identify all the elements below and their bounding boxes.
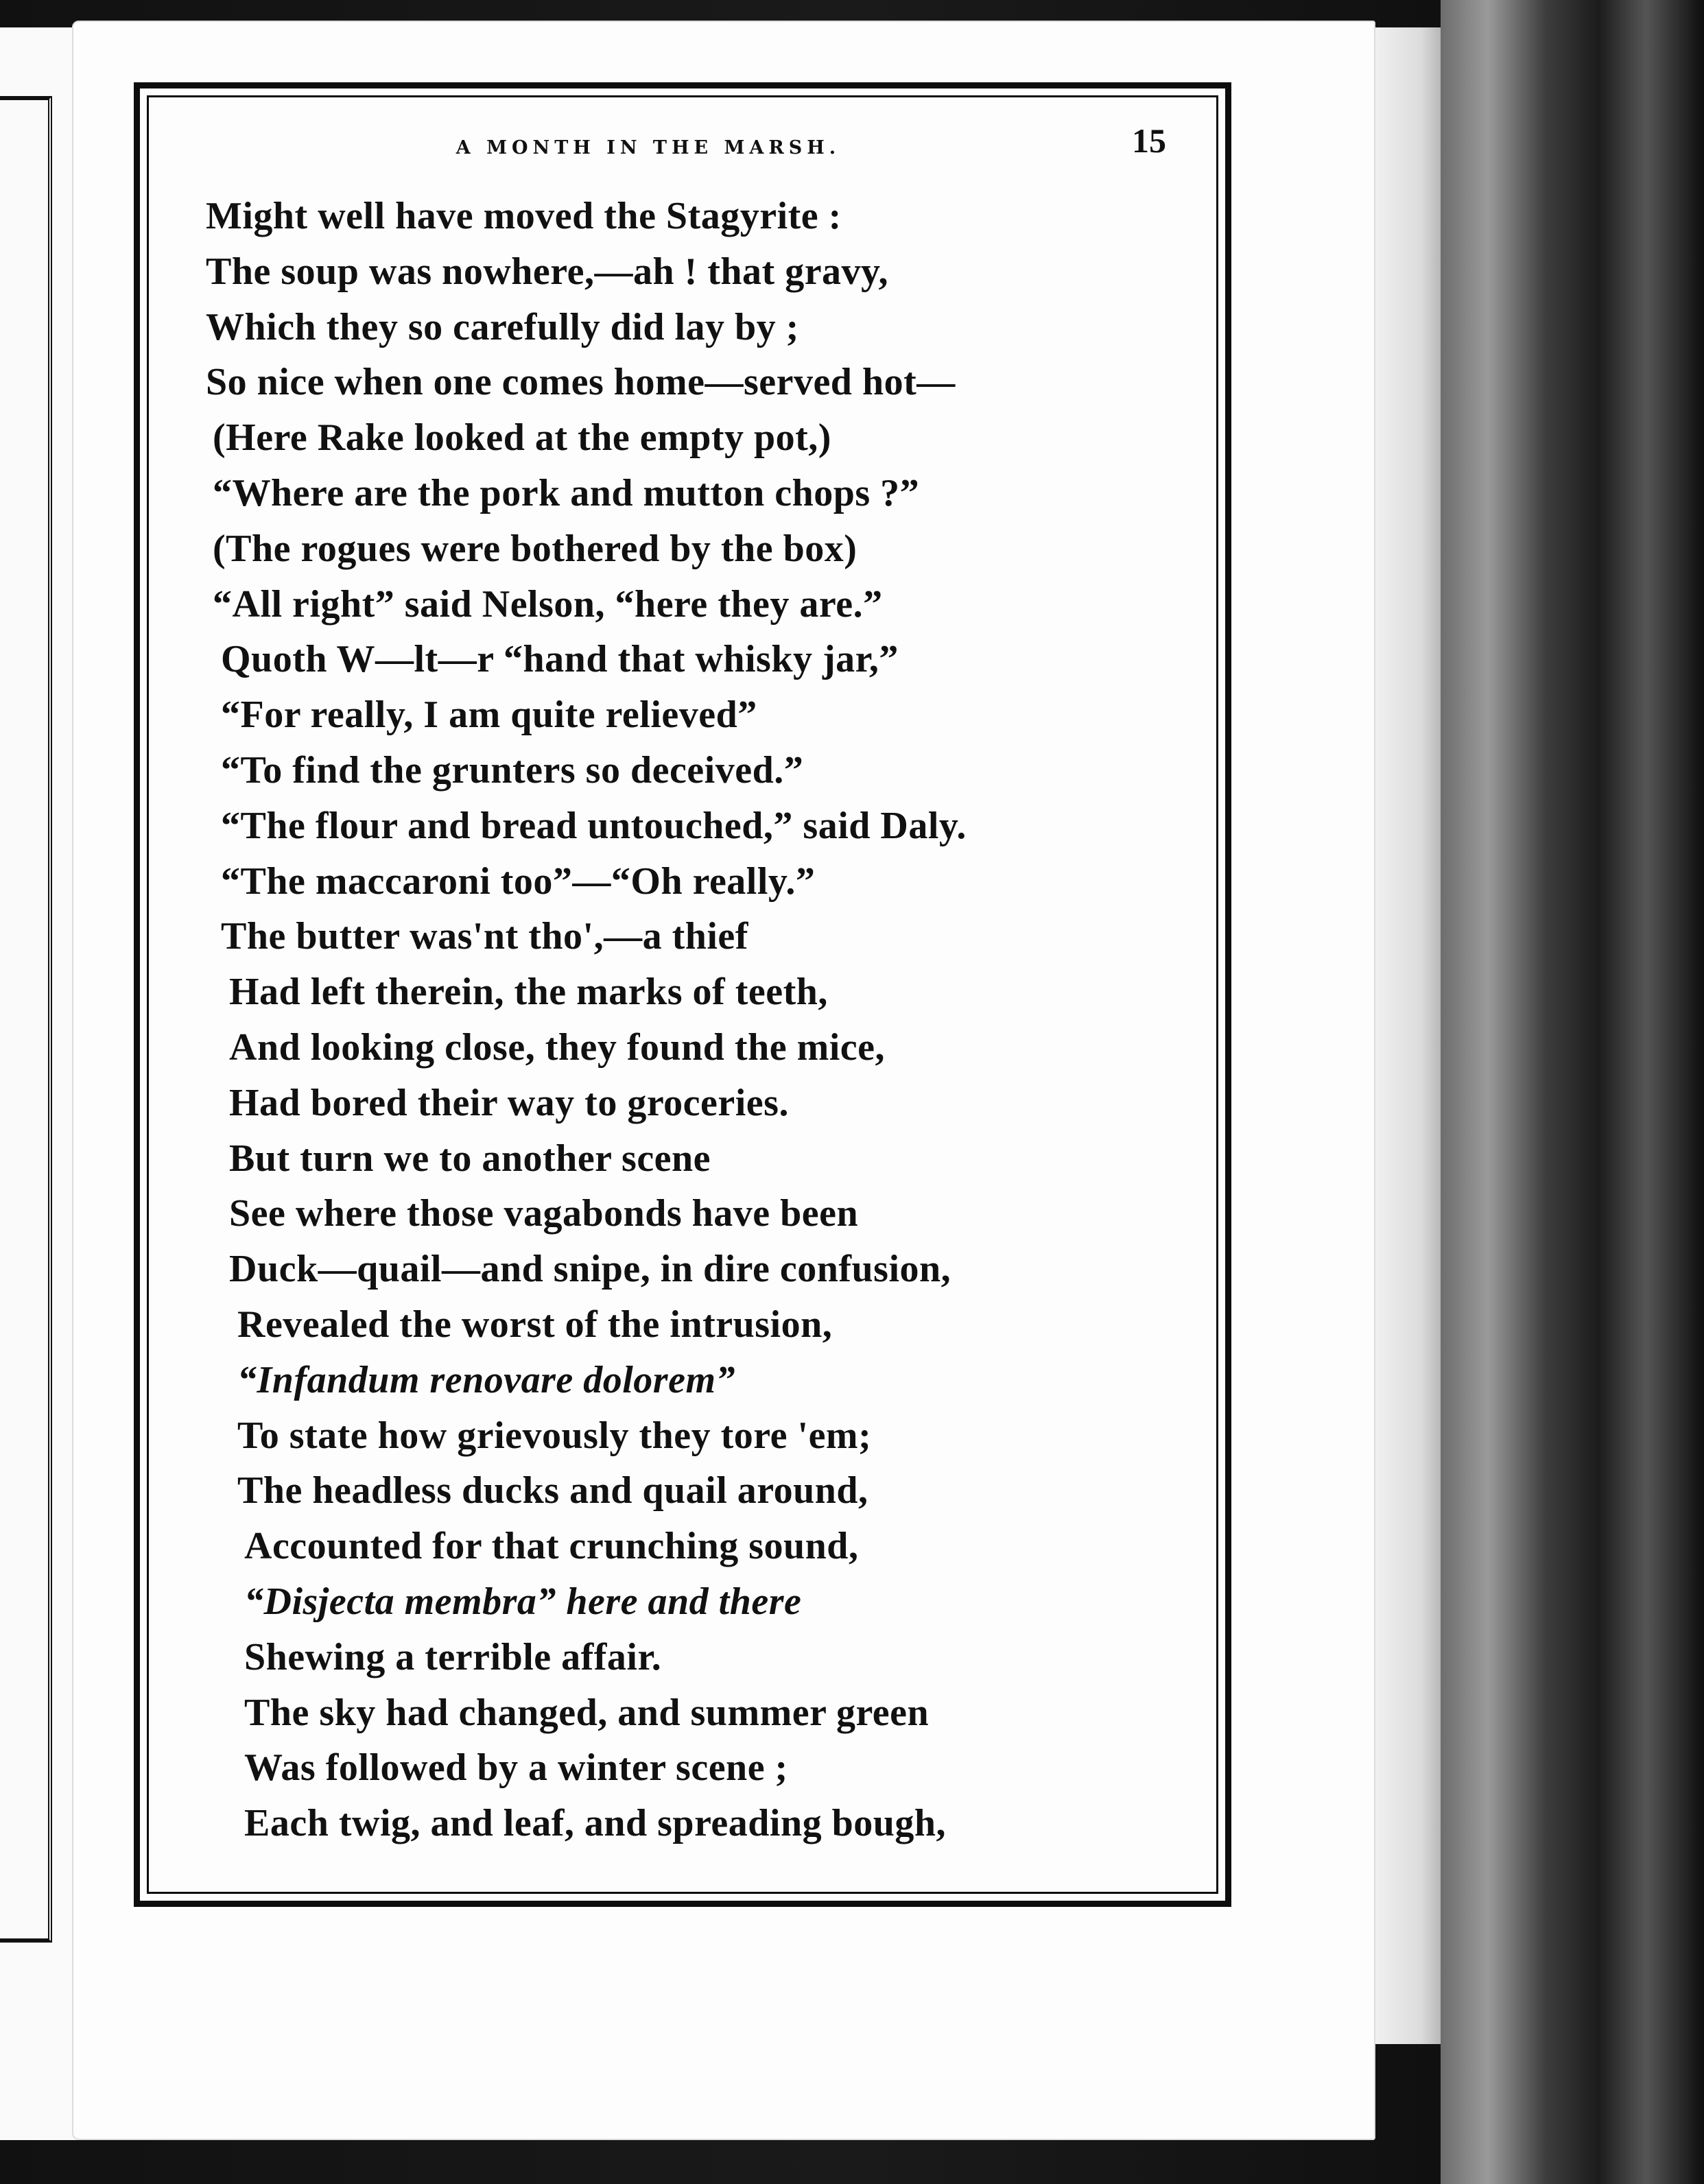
poem-line: Accounted for that crunching sound, <box>244 1525 859 1568</box>
poem-line: The headless ducks and quail around, <box>237 1469 868 1512</box>
poem-line: “Where are the pork and mutton chops ?” <box>213 471 920 514</box>
poem-line: The sky had changed, and summer green <box>244 1691 930 1734</box>
poem-line: Quoth W—lt—r “hand that whisky jar,” <box>221 638 899 681</box>
poem-line: Each twig, and leaf, and spreading bough, <box>244 1802 947 1845</box>
poem-line: Revealed the worst of the intrusion, <box>237 1303 833 1346</box>
running-head: A MONTH IN THE MARSH. <box>455 137 841 158</box>
poem-line: (Here Rake looked at the empty pot,) <box>213 416 831 460</box>
poem-line: And looking close, they found the mice, <box>229 1025 885 1069</box>
poem-line: “To find the grunters so deceived.” <box>221 748 804 792</box>
poem-line: The butter was'nt tho',—a thief <box>221 915 748 958</box>
page-number: 15 <box>1132 121 1166 160</box>
poem-line: “The maccaroni too”—“Oh really.” <box>221 859 816 903</box>
poem-line: To state how grievously they tore 'em; <box>237 1414 872 1457</box>
book-cover-edge <box>1441 0 1704 2184</box>
poem-line: Shewing a terrible affair. <box>244 1635 662 1678</box>
poem-line <box>206 1574 1207 1630</box>
poem-line: Might well have moved the Stagyrite : <box>206 195 842 237</box>
poem-line: Had left therein, the marks of teeth, <box>229 971 828 1014</box>
poem-line: See where those vagabonds have been <box>229 1192 859 1235</box>
poem-line: So nice when one comes home—served hot— <box>206 361 956 404</box>
poem-line: “All right” said Nelson, “here they are.” <box>213 582 883 626</box>
poem-line: Duck—quail—and snipe, in dire confusion, <box>229 1248 951 1291</box>
facing-page-border <box>0 96 52 1943</box>
poem-line: Had bored their way to groceries. <box>229 1081 789 1124</box>
poem-line: “For really, I am quite relieved” <box>221 693 757 737</box>
poem-text <box>206 189 1207 1851</box>
poem-line: Was followed by a winter scene ; <box>244 1746 788 1790</box>
poem-line: But turn we to another scene <box>229 1137 711 1180</box>
poem-line: “The flour and bread untouched,” said Daly. <box>221 804 967 847</box>
poem-line <box>206 1353 1207 1408</box>
poem-line: The soup was nowhere,—ah ! that gravy, <box>206 250 888 293</box>
poem-line: Which they so carefully did lay by ; <box>206 305 799 348</box>
poem-line: (The rogues were bothered by the box) <box>213 527 857 570</box>
latin-quote: “Infandum renovare dolorem” <box>237 1358 735 1401</box>
latin-quote: “Disjecta membra” here and there <box>244 1580 802 1623</box>
